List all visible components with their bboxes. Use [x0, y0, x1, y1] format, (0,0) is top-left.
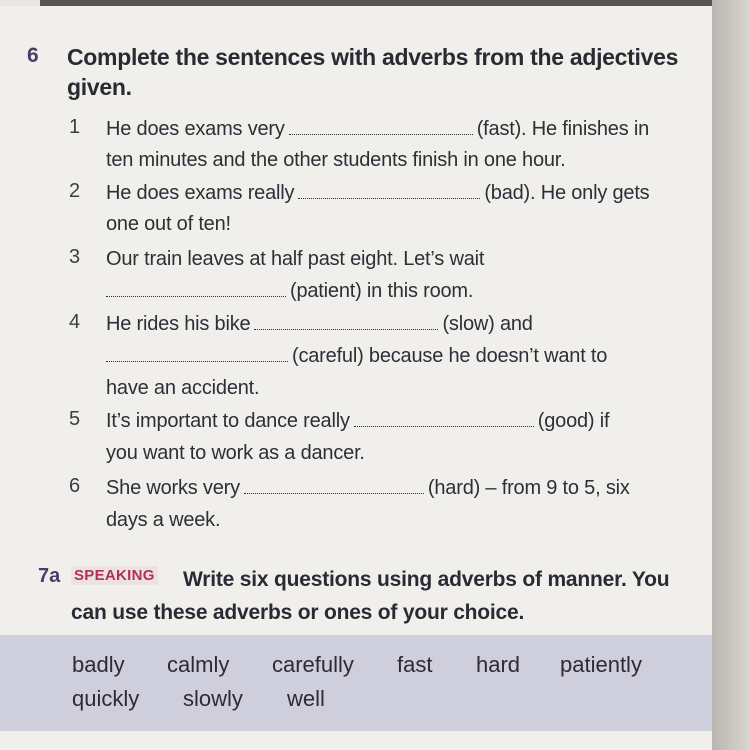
answer-blank[interactable]	[254, 315, 438, 330]
item-number: 6	[69, 475, 81, 497]
item-number: 5	[69, 408, 81, 430]
item-line: one out of ten!	[106, 213, 231, 235]
item-line: ten minutes and the other students finish in one hour.	[106, 149, 566, 171]
answer-blank[interactable]	[298, 184, 480, 199]
item-number: 2	[69, 180, 81, 202]
word-box-item: carefully	[272, 652, 354, 677]
exercise-number: 7a	[38, 565, 61, 587]
item-line: you want to work as a dancer.	[106, 442, 365, 464]
item-line: days a week.	[106, 509, 221, 531]
page-edge-shadow	[712, 0, 750, 750]
answer-blank[interactable]	[244, 479, 424, 494]
exercise-instruction: Complete the sentences with adverbs from the adjectives given.	[67, 44, 679, 100]
item-line: (careful) because he doesn’t want to	[106, 340, 607, 372]
exercise-number: 6	[27, 44, 39, 67]
item-number: 3	[69, 246, 81, 268]
word-box-item: patiently	[560, 652, 642, 677]
word-box-item: calmly	[167, 652, 230, 677]
word-box-item: hard	[476, 652, 521, 677]
exercise-instruction: Write six questions using adverbs of manner. You can use these adverbs or ones of your choice.	[71, 568, 670, 624]
item-line: He rides his bike (slow) and	[106, 313, 533, 335]
answer-blank[interactable]	[354, 412, 534, 427]
item-line: have an accident.	[106, 377, 260, 399]
word-box-item: badly	[72, 652, 125, 677]
word-box	[0, 635, 712, 731]
word-box-item: well	[287, 686, 325, 711]
answer-blank[interactable]	[106, 282, 286, 297]
answer-blank[interactable]	[289, 120, 473, 135]
word-box-item: quickly	[72, 686, 140, 711]
item-number: 4	[69, 311, 81, 333]
word-box-item: slowly	[183, 686, 243, 711]
item-line: (patient) in this room.	[106, 275, 473, 307]
answer-blank[interactable]	[106, 347, 288, 362]
item-line: It’s important to dance really (good) if	[106, 410, 610, 432]
item-line: He does exams really (bad). He only gets	[106, 182, 650, 204]
item-line: She works very (hard) – from 9 to 5, six	[106, 477, 630, 499]
word-box-item: fast	[397, 652, 433, 677]
item-line: He does exams very (fast). He finishes in	[106, 118, 650, 140]
item-number: 1	[69, 116, 81, 138]
item-line: Our train leaves at half past eight. Let’s wait	[106, 248, 485, 270]
speaking-badge: SPEAKING	[71, 566, 158, 585]
